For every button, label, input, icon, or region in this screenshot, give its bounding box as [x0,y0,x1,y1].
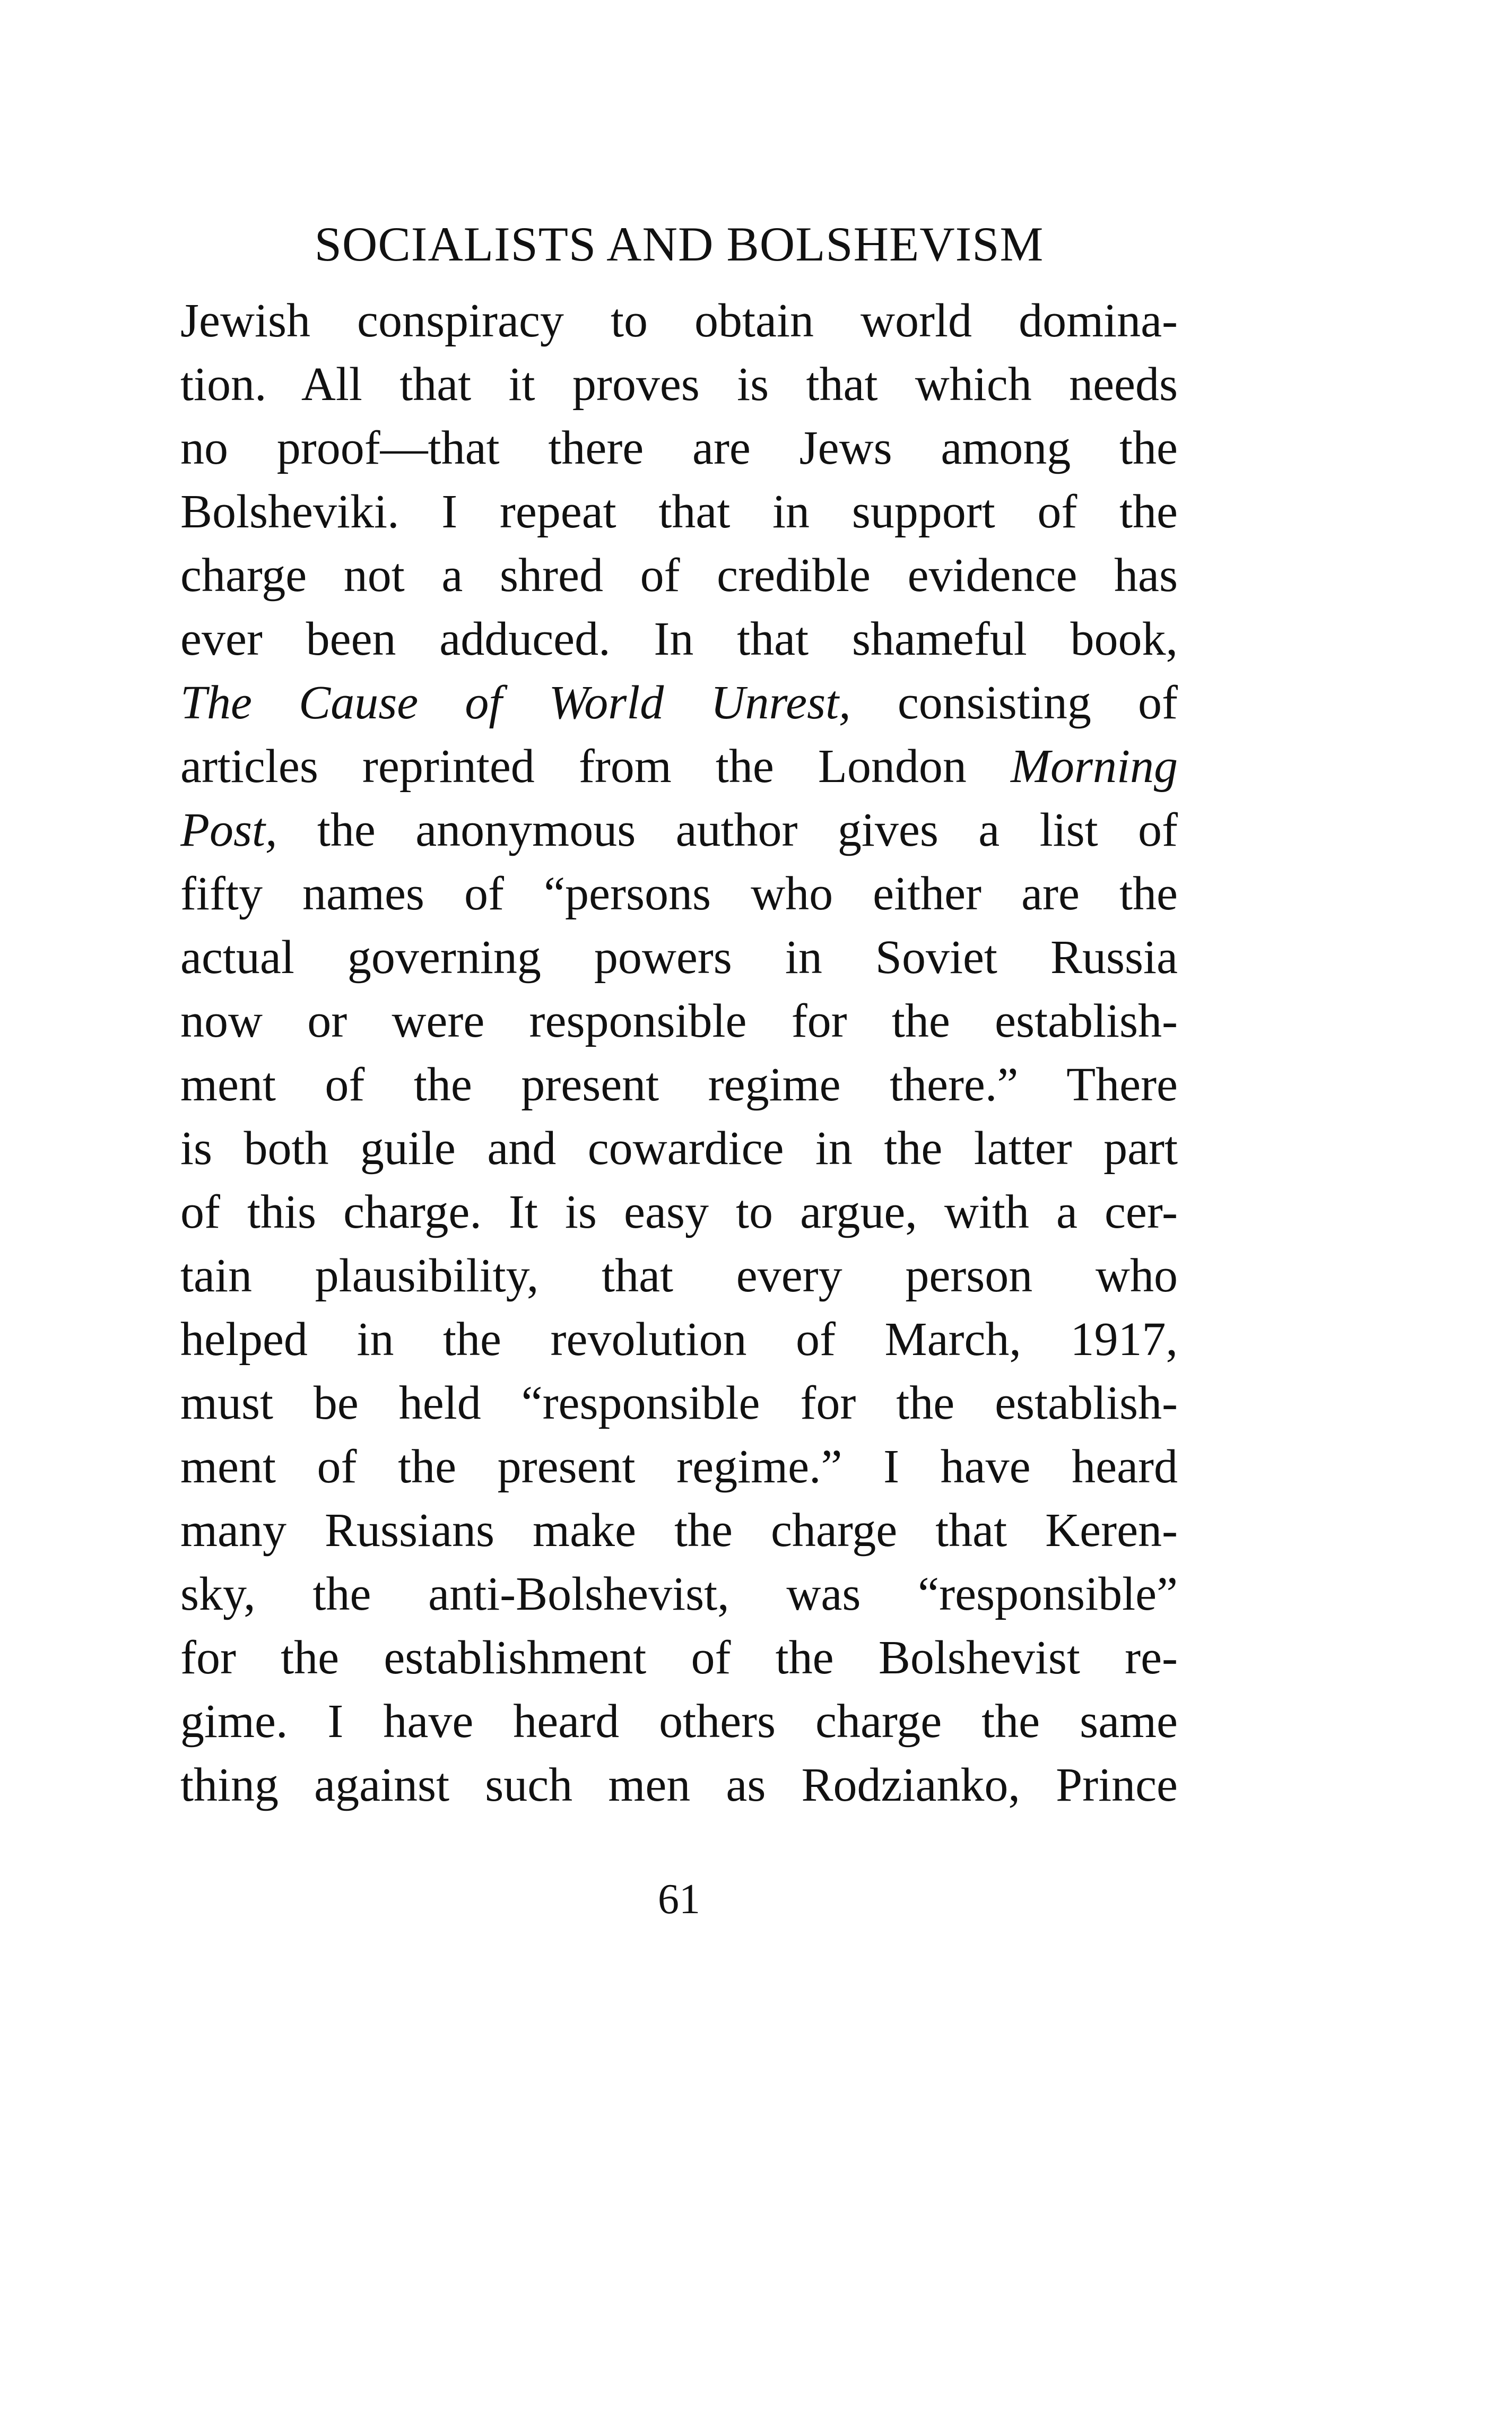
text-segment: articles reprinted from the London [180,740,1011,793]
page-number: 61 [658,1876,700,1923]
text-line: ever been adduced. In that shameful book, [180,613,1178,665]
newspaper-title: Morning [1011,740,1178,793]
text-line: ment of the present regime.” I have heard [180,1440,1178,1493]
text-line: many Russians make the charge that Keren- [180,1504,1178,1557]
text-line: thing against such men as Rodzianko, Prince [180,1759,1178,1811]
book-title: The Cause of World Unrest, [180,676,851,729]
text-line: Bolsheviki. I repeat that in support of the [180,485,1178,538]
text-line: gime. I have heard others charge the same [180,1695,1178,1748]
text-line: is both guile and cowardice in the latter part [180,1122,1178,1175]
text-segment: consisting of [850,676,1178,729]
text-line: tain plausibility, that every person who [180,1249,1178,1302]
running-head: SOCIALISTS AND BOLSHEVISM [314,217,1044,271]
text-line: for the establishment of the Bolshevist re- [180,1631,1178,1684]
text-line: sky, the anti-Bolshevist, was “responsible” [180,1568,1178,1620]
text-line: now or were responsible for the establish- [180,995,1178,1047]
text-line: must be held “responsible for the establish- [180,1377,1178,1429]
text-line: actual governing powers in Soviet Russia [180,931,1178,984]
text-line: fifty names of “persons who either are the [180,867,1178,920]
text-line [180,735,1178,798]
text-line: Jewish conspiracy to obtain world domina- [180,294,1178,347]
text-line: ment of the present regime there.” There [180,1058,1178,1111]
text-line [180,671,1178,735]
text-line: helped in the revolution of March, 1917, [180,1313,1178,1366]
text-line: tion. All that it proves is that which needs [180,358,1178,411]
text-line: no proof—that there are Jews among the [180,422,1178,474]
text-line [180,798,1178,862]
body-text [180,289,1178,1817]
newspaper-title: Post, [180,804,277,856]
text-segment: the anonymous author gives a list of [277,804,1178,856]
text-line: charge not a shred of credible evidence has [180,549,1178,602]
text-line: of this charge. It is easy to argue, with a cer- [180,1186,1178,1238]
